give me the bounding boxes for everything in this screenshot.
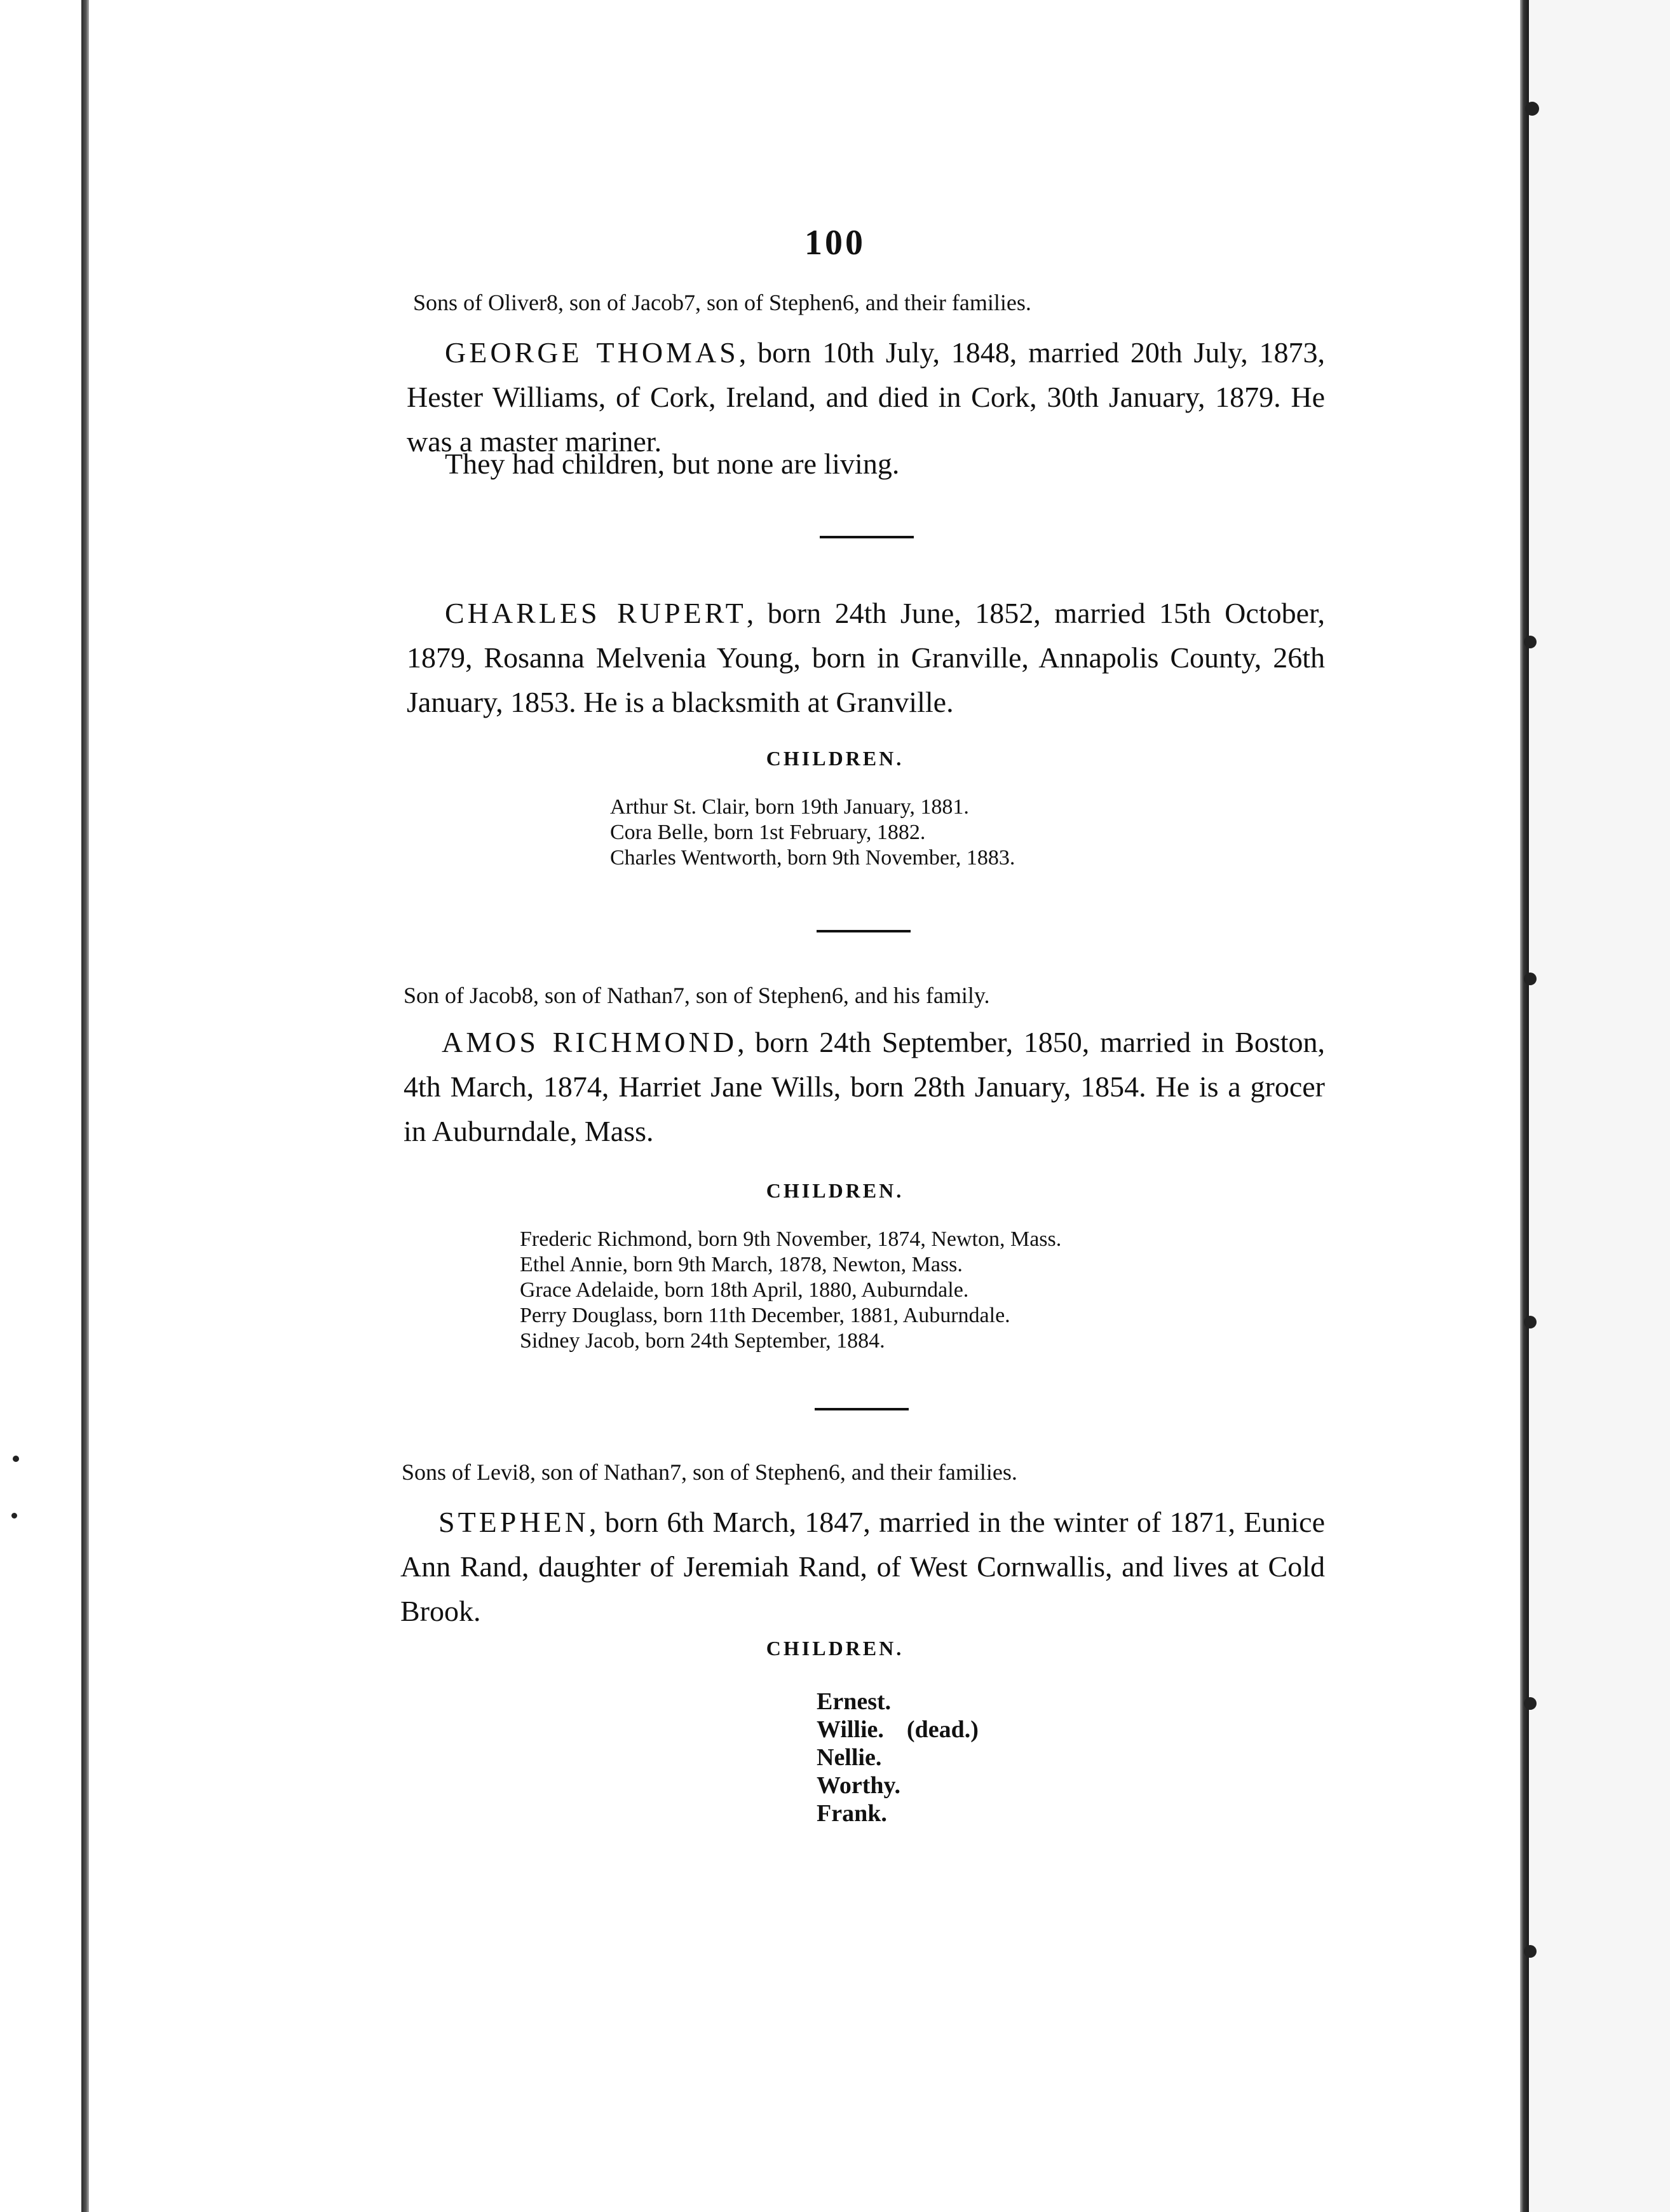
entry-name: GEORGE THOMAS [445,336,739,369]
list-item: Nellie. [817,1744,882,1771]
section-divider [815,1408,909,1410]
list-item: Frederic Richmond, born 9th November, 1874, Newton, Mass. [520,1227,1062,1251]
list-item: Ernest. [817,1688,892,1715]
dust-speck [13,1456,19,1462]
entry-name: AMOS RICHMOND [442,1026,738,1058]
entry-amos-richmond [404,1020,1325,1154]
list-item: Arthur St. Clair, born 19th January, 1881. [610,795,969,819]
children-list [610,795,1015,871]
section-divider [820,536,914,538]
binding-mark [1524,973,1537,985]
entry-name: STEPHEN [438,1506,589,1538]
right-margin [1529,0,1670,2212]
list-item: Frank. [817,1800,887,1827]
deceased-note: (dead.) [906,1716,979,1743]
children-heading: CHILDREN. [766,1637,904,1660]
list-item: Sidney Jacob, born 24th September, 1884. [520,1329,885,1353]
entry-note: They had children, but none are living. [445,447,900,480]
binding-mark [1524,1945,1537,1958]
section-heading-jacob: Son of Jacob8, son of Nathan7, son of Stephen6, and his family. [404,983,990,1008]
list-item: Ethel Annie, born 9th March, 1878, Newton, Mass. [520,1253,963,1276]
binding-mark [1524,1316,1537,1328]
section-heading-levi: Sons of Levi8, son of Nathan7, son of Stephen6, and their families. [402,1459,1017,1485]
children-list [817,1688,979,1827]
list-item: Grace Adelaide, born 18th April, 1880, Auburndale. [520,1278,969,1302]
entry-text: , born 6th March, 1847, married in the winter of 1871, Eunice Ann Rand, daughter of Jeremiah Rand, of West Cornwallis, and lives at Cold Brook. [400,1506,1325,1627]
entry-charles-rupert [407,591,1325,725]
child-name: Willie. [817,1716,884,1743]
entry-text: , born 24th June, 1852, married 15th October, 1879, Rosanna Melvenia Young, born in Granville, Annapolis County, 26th January, 1853. He is a blacksmith at Granville. [407,597,1325,718]
entry-text: , born 10th July, 1848, married 20th July, 1873, Hester Williams, of Cork, Ireland, and died in Cork, 30th January, 1879. He was a master mariner. [407,336,1325,458]
list-item [817,1716,979,1744]
list-item: Cora Belle, born 1st February, 1882. [610,821,926,844]
children-heading: CHILDREN. [766,747,904,770]
list-item: Perry Douglass, born 11th December, 1881, Auburndale. [520,1304,1010,1327]
binding-mark [1524,1697,1537,1710]
children-heading: CHILDREN. [766,1179,904,1202]
children-list [520,1227,1061,1354]
binding-mark [1525,102,1539,116]
section-heading-oliver: Sons of Oliver8, son of Jacob7, son of Stephen6, and their families. [413,290,1031,315]
entry-text: , born 24th September, 1850, married in Boston, 4th March, 1874, Harriet Jane Wills, born 28th January, 1854. He is a grocer in Auburndale, Mass. [404,1026,1325,1147]
left-page-edge [81,0,89,2212]
list-item: Charles Wentworth, born 9th November, 1883. [610,846,1015,870]
entry-name: CHARLES RUPERT [445,597,747,629]
list-item: Worthy. [817,1772,900,1799]
entry-stephen [400,1500,1325,1634]
binding-mark [1524,636,1537,648]
page-number: 100 [804,223,866,263]
right-page-edge [1520,0,1529,2212]
dust-speck [11,1513,17,1519]
section-divider [817,930,911,932]
